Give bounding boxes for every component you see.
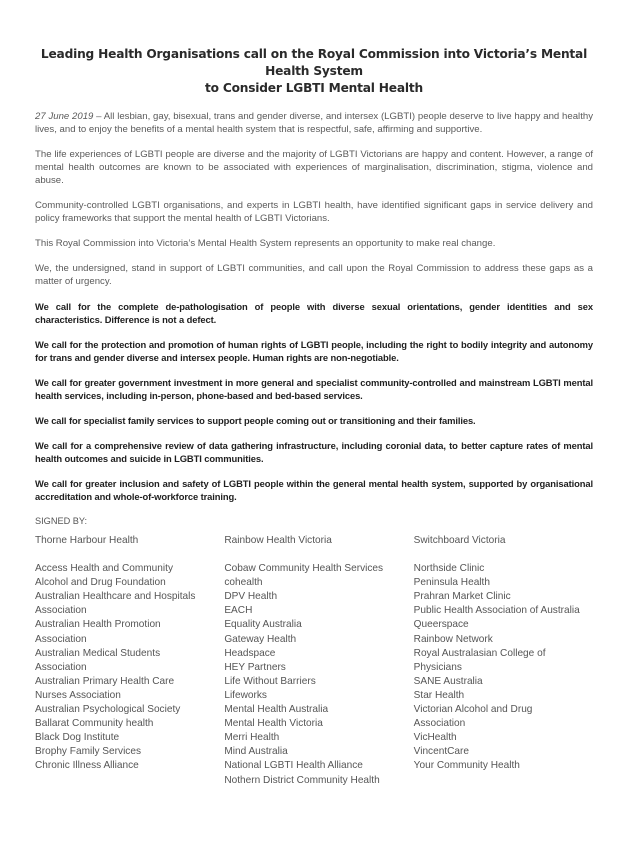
signatory-item: Equality Australia [224,619,302,631]
signatory-list [224,562,413,788]
signatory-item: Association [35,661,87,673]
call-data-review: We call for a comprehensive review of data gathering infrastructure, including coronial data, to better capture rates of mental health outcomes and suicide in LGBTI communities. [35,440,593,464]
signatory-item: Chronic Illness Alliance [35,760,139,772]
call-family-services: We call for specialist family services to support people coming out or transitioning and their families. [35,415,476,426]
signatory-list [35,562,224,773]
intro-paragraph [35,110,593,136]
signatory-item: VincentCare [413,746,470,758]
paragraph-context: The life experiences of LGBTI people are diverse and the majority of LGBTI Victorians are happy and content. However, a range of mental health outcomes are known to be associated with experiences of marginalisation, discrimination, stigma, violence and abuse. [35,149,593,186]
signatory-item: EACH [224,605,253,617]
lead-signatory: Switchboard Victoria [413,535,506,546]
signatory-item: cohealth [224,577,263,589]
signatories-column-1 [35,534,224,788]
call-inclusion: We call for greater inclusion and safety of LGBTI people within the general mental health system, supported by organisational accreditation and whole-of-workforce training. [35,478,593,502]
document-page [35,46,593,788]
signatory-item: VicHealth [413,732,457,744]
signatory-item: Australian Medical Students [35,647,161,659]
signatory-item: Brophy Family Services [35,746,142,758]
signatory-item: Alcohol and Drug Foundation [35,577,166,589]
signatory-item: Gateway Health [224,633,297,645]
signatory-item: Mind Australia [224,746,288,758]
signatory-item: Australian Psychological Society [35,704,181,716]
signed-by-label: SIGNED BY: [35,516,88,526]
title-line-2: to Consider LGBTI Mental Health [205,81,423,95]
signatory-item: Cobaw Community Health Services [224,563,384,575]
signatory-item: HEY Partners [224,661,286,673]
call-depathologisation: We call for the complete de-pathologisation of people with diverse sexual orientations, gender identities and sex characteristics. Difference is not a defect. [35,301,593,325]
title-line-1: Leading Health Organisations call on the Royal Commission into Victoria’s Mental Health System [40,47,588,78]
signatory-item: Northside Clinic [413,563,485,575]
document-title [35,46,593,97]
signatory-item: Star Health [413,689,465,701]
signatory-item: Physicians [413,661,462,673]
call-human-rights: We call for the protection and promotion of human rights of LGBTI people, including the right to bodily integrity and autonomy for trans and gender diverse and intersex people. Human rights are non-negotiable. [35,339,593,363]
signatory-item: Nurses Association [35,689,121,701]
signatory-item: Access Health and Community [35,563,174,575]
signatory-item: SANE Australia [413,675,483,687]
signatory-item: Association [35,633,87,645]
signatory-item: Lifeworks [224,689,267,701]
signatory-item: Victorian Alcohol and Drug [413,704,533,716]
signatories-grid [35,534,593,788]
signatory-item: Peninsula Health [413,577,490,589]
signatory-item: Merri Health [224,732,280,744]
signatory-item: Prahran Market Clinic [413,591,511,603]
lead-signatory: Thorne Harbour Health [35,535,139,546]
signatory-item: Mental Health Victoria [224,718,323,730]
signatory-item: Australian Primary Health Care [35,675,175,687]
signatory-item: Australian Healthcare and Hospitals [35,591,196,603]
publication-date: 27 June 2019 [35,111,94,122]
signatory-item: Mental Health Australia [224,704,329,716]
signatory-item: Association [35,605,87,617]
paragraph-undersigned: We, the undersigned, stand in support of LGBTI communities, and call upon the Royal Commission to address these gaps as a matter of urgency. [35,263,593,287]
signatory-item: DPV Health [224,591,278,603]
signatory-item: National LGBTI Health Alliance [224,760,363,772]
signatory-item: Royal Australasian College of [413,647,546,659]
call-investment: We call for greater government investment in more general and specialist community-controlled and mainstream LGBTI mental health services, including in-person, phone-based and bed-based services. [35,377,593,401]
signatory-item: Black Dog Institute [35,732,120,744]
intro-text: – All lesbian, gay, bisexual, trans and gender diverse, and intersex (LGBTI) people deserve to live happy and healthy lives, and to enjoy the benefits of a mental health system that is respectful, safe, affirming and supportive. [35,111,593,135]
signatory-item: Association [413,718,466,730]
signatory-item: Australian Health Promotion [35,619,161,631]
signatory-item: Queerspace [413,619,469,631]
signatory-item: Public Health Association of Australia [413,605,580,617]
signatory-item: Life Without Barriers [224,675,316,687]
signatory-item: Rainbow Network [413,633,493,645]
signatory-item: Ballarat Community health [35,718,154,730]
signatory-list [414,562,593,773]
signatories-column-3 [414,534,593,788]
signatories-column-2 [224,534,413,788]
paragraph-opportunity: This Royal Commission into Victoria’s Mental Health System represents an opportunity to make real change. [35,238,496,249]
signatory-item: Nothern District Community Health [224,774,380,786]
lead-signatory: Rainbow Health Victoria [224,535,332,546]
paragraph-gaps: Community-controlled LGBTI organisations, and experts in LGBTI health, have identified significant gaps in service delivery and policy frameworks that support the mental health of LGBTI Victorians. [35,200,593,224]
signatory-item: Your Community Health [413,760,520,772]
signatory-item: Headspace [224,647,276,659]
